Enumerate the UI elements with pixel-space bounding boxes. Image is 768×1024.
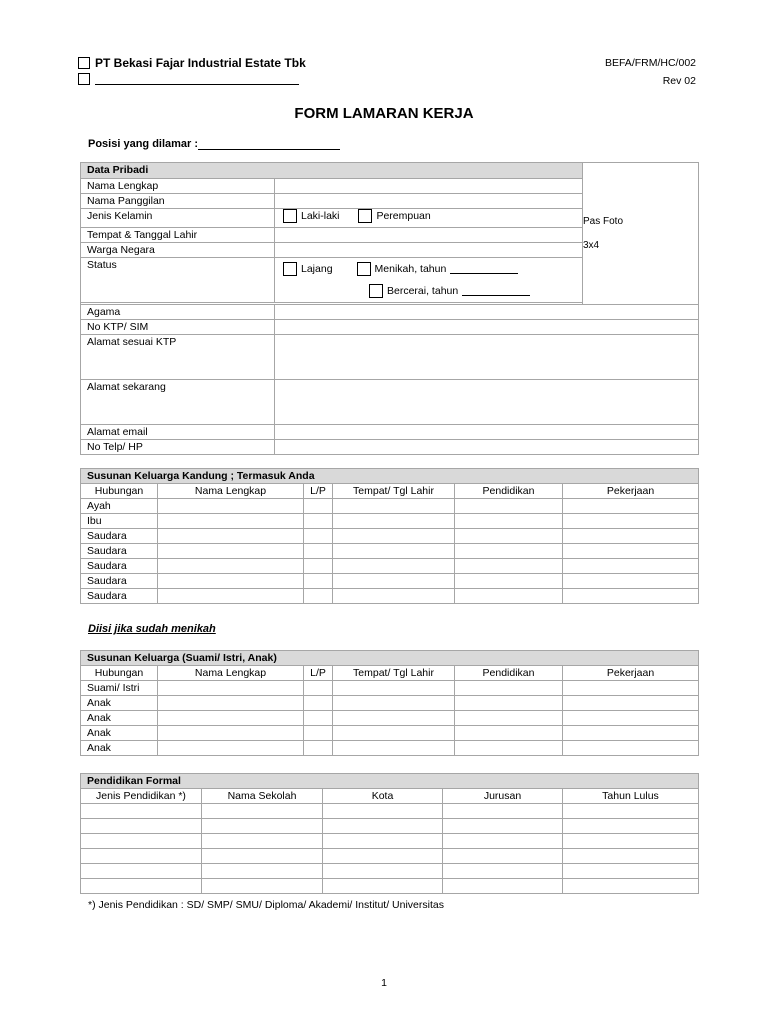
data-pribadi-header: Data Pribadi (81, 163, 583, 179)
table-cell-input[interactable] (333, 559, 455, 574)
col-nama-lengkap: Nama Lengkap (158, 666, 304, 681)
label-no-ktp: No KTP/ SIM (81, 320, 275, 335)
input-alamat-email[interactable] (275, 425, 699, 440)
row-label: Ibu (81, 514, 158, 529)
table-cell-input[interactable] (158, 726, 304, 741)
label-nama-lengkap: Nama Lengkap (81, 179, 275, 194)
table-cell-input[interactable] (333, 741, 455, 756)
status-menikah-option[interactable] (357, 258, 519, 280)
table-row (81, 726, 699, 741)
table-cell-input[interactable] (304, 574, 333, 589)
table-cell-input[interactable] (81, 849, 202, 864)
table-cell-input[interactable] (455, 711, 563, 726)
photo-box[interactable] (583, 163, 699, 305)
table-cell-input[interactable] (158, 711, 304, 726)
col-nama-sekolah: Nama Sekolah (202, 789, 323, 804)
table-cell-input[interactable] (333, 529, 455, 544)
table-row (81, 529, 699, 544)
table-cell-input[interactable] (455, 589, 563, 604)
table-cell-input[interactable] (304, 696, 333, 711)
table-cell-input[interactable] (323, 879, 443, 894)
table-cell-input[interactable] (333, 574, 455, 589)
table-cell-input[interactable] (333, 696, 455, 711)
company-line (78, 56, 306, 70)
table-cell-input[interactable] (563, 544, 699, 559)
row-label: Anak (81, 741, 158, 756)
table-cell-input[interactable] (455, 741, 563, 756)
table-cell-input[interactable] (443, 804, 563, 819)
table-cell-input[interactable] (563, 879, 699, 894)
table-row (81, 711, 699, 726)
table-cell-input[interactable] (563, 559, 699, 574)
table-cell-input[interactable] (563, 741, 699, 756)
second-company-blank[interactable] (95, 73, 299, 85)
table-cell-input[interactable] (304, 681, 333, 696)
label-alamat-ktp: Alamat sesuai KTP (81, 335, 275, 380)
keluarga-suami-istri-table (80, 650, 699, 756)
table-cell-input[interactable] (563, 711, 699, 726)
col-hubungan: Hubungan (81, 484, 158, 499)
table-cell-input[interactable] (563, 819, 699, 834)
bercerai-year-input[interactable] (462, 286, 530, 296)
table-cell-input[interactable] (304, 726, 333, 741)
table-cell-input[interactable] (158, 741, 304, 756)
label-laki-laki: Laki-laki (301, 210, 340, 222)
table-cell-input[interactable] (304, 499, 333, 514)
row-label: Saudara (81, 559, 158, 574)
table-cell-input[interactable] (304, 589, 333, 604)
table-cell-input[interactable] (563, 529, 699, 544)
doc-code: BEFA/FRM/HC/002 (604, 57, 696, 69)
company-checkbox[interactable] (78, 57, 90, 69)
table-cell-input[interactable] (202, 834, 323, 849)
table-row (81, 879, 699, 894)
table-cell-input[interactable] (563, 681, 699, 696)
table-cell-input[interactable] (563, 574, 699, 589)
checkbox-bercerai[interactable] (369, 284, 383, 298)
table-cell-input[interactable] (333, 589, 455, 604)
label-bercerai: Bercerai, tahun (387, 285, 459, 297)
col-pendidikan: Pendidikan (455, 484, 563, 499)
table-cell-input[interactable] (443, 879, 563, 894)
table-cell-input[interactable] (158, 681, 304, 696)
table-cell-input[interactable] (455, 559, 563, 574)
label-tempat-tanggal-lahir: Tempat & Tanggal Lahir (81, 228, 275, 243)
posisi-input[interactable] (198, 138, 340, 150)
pendidikan-formal-table (80, 773, 699, 894)
table-cell-input[interactable] (202, 879, 323, 894)
table-cell-input[interactable] (158, 544, 304, 559)
table-cell-input[interactable] (304, 741, 333, 756)
col-pendidikan: Pendidikan (455, 666, 563, 681)
keluarga-kandung-table (80, 468, 699, 604)
table-cell-input[interactable] (563, 864, 699, 879)
keluarga-kandung-header: Susunan Keluarga Kandung ; Termasuk Anda (81, 469, 699, 484)
label-warga-negara: Warga Negara (81, 243, 275, 258)
table-cell-input[interactable] (455, 499, 563, 514)
checkbox-menikah[interactable] (357, 262, 371, 276)
row-label: Anak (81, 711, 158, 726)
table-cell-input[interactable] (333, 499, 455, 514)
row-label: Anak (81, 726, 158, 741)
posisi-label: Posisi yang dilamar : (88, 138, 199, 150)
label-perempuan: Perempuan (376, 210, 431, 222)
table-cell-input[interactable] (333, 514, 455, 529)
col-jurusan: Jurusan (443, 789, 563, 804)
keluarga-kandung-columns (81, 484, 699, 499)
data-pribadi-table (80, 162, 699, 455)
table-cell-input[interactable] (443, 849, 563, 864)
table-cell-input[interactable] (158, 529, 304, 544)
col-lp: L/P (304, 484, 333, 499)
table-row (81, 514, 699, 529)
input-agama[interactable] (275, 305, 699, 320)
table-cell-input[interactable] (323, 819, 443, 834)
table-cell-input[interactable] (455, 514, 563, 529)
row-label: Saudara (81, 574, 158, 589)
col-pekerjaan: Pekerjaan (563, 484, 699, 499)
table-row (81, 804, 699, 819)
table-row (81, 499, 699, 514)
col-tempat-tgl-lahir: Tempat/ Tgl Lahir (333, 484, 455, 499)
footnote: *) Jenis Pendidikan : SD/ SMP/ SMU/ Diploma/ Akademi/ Institut/ Universitas (88, 899, 444, 911)
table-cell-input[interactable] (563, 726, 699, 741)
col-hubungan: Hubungan (81, 666, 158, 681)
form-title: FORM LAMARAN KERJA (294, 105, 474, 122)
label-alamat-sekarang: Alamat sekarang (81, 380, 275, 425)
gender-options (275, 209, 583, 228)
photo-size: 3x4 (583, 239, 600, 251)
table-cell-input[interactable] (304, 544, 333, 559)
table-row (81, 849, 699, 864)
table-cell-input[interactable] (563, 834, 699, 849)
row-label: Saudara (81, 544, 158, 559)
col-tempat-tgl-lahir: Tempat/ Tgl Lahir (333, 666, 455, 681)
table-row (81, 559, 699, 574)
table-cell-input[interactable] (455, 696, 563, 711)
table-cell-input[interactable] (455, 726, 563, 741)
table-cell-input[interactable] (81, 804, 202, 819)
row-label: Anak (81, 696, 158, 711)
col-lp: L/P (304, 666, 333, 681)
row-label: Ayah (81, 499, 158, 514)
table-cell-input[interactable] (563, 696, 699, 711)
row-label: Suami/ Istri (81, 681, 158, 696)
label-no-telp: No Telp/ HP (81, 440, 275, 455)
table-cell-input[interactable] (333, 681, 455, 696)
table-cell-input[interactable] (563, 514, 699, 529)
menikah-year-input[interactable] (450, 264, 518, 274)
revision: Rev 02 (662, 75, 696, 87)
table-cell-input[interactable] (333, 711, 455, 726)
label-jenis-kelamin: Jenis Kelamin (81, 209, 275, 228)
table-row (81, 834, 699, 849)
table-cell-input[interactable] (158, 574, 304, 589)
posisi-row (88, 138, 340, 150)
table-cell-input[interactable] (202, 864, 323, 879)
table-cell-input[interactable] (323, 849, 443, 864)
input-nama-lengkap[interactable] (275, 179, 583, 194)
input-alamat-sekarang[interactable] (275, 380, 699, 425)
table-cell-input[interactable] (81, 834, 202, 849)
page-number: 1 (381, 977, 387, 989)
table-cell-input[interactable] (323, 864, 443, 879)
table-cell-input[interactable] (443, 834, 563, 849)
table-cell-input[interactable] (202, 849, 323, 864)
table-cell-input[interactable] (455, 544, 563, 559)
label-nama-panggilan: Nama Panggilan (81, 194, 275, 209)
table-cell-input[interactable] (158, 559, 304, 574)
label-agama: Agama (81, 305, 275, 320)
table-cell-input[interactable] (158, 589, 304, 604)
status-options (275, 258, 583, 303)
input-tempat-tanggal-lahir[interactable] (275, 228, 583, 243)
table-cell-input[interactable] (563, 589, 699, 604)
table-cell-input[interactable] (563, 804, 699, 819)
label-status: Status (81, 258, 275, 303)
status-lajang-option[interactable] (283, 258, 333, 280)
photo-label: Pas Foto (583, 215, 624, 227)
input-no-telp[interactable] (275, 440, 699, 455)
row-label: Saudara (81, 529, 158, 544)
table-cell-input[interactable] (304, 529, 333, 544)
table-cell-input[interactable] (333, 544, 455, 559)
table-cell-input[interactable] (443, 864, 563, 879)
col-pekerjaan: Pekerjaan (563, 666, 699, 681)
gender-female-option[interactable] (358, 209, 430, 223)
table-cell-input[interactable] (304, 711, 333, 726)
status-bercerai-option[interactable] (369, 280, 530, 302)
label-menikah: Menikah, tahun (374, 263, 447, 275)
input-warga-negara[interactable] (275, 243, 583, 258)
col-jenis-pendidikan: Jenis Pendidikan *) (81, 789, 202, 804)
pendidikan-formal-columns (81, 789, 699, 804)
checkbox-lajang[interactable] (283, 262, 297, 276)
table-row (81, 819, 699, 834)
table-row (81, 681, 699, 696)
second-checkbox[interactable] (78, 73, 90, 85)
table-cell-input[interactable] (81, 879, 202, 894)
row-label: Saudara (81, 589, 158, 604)
keluarga-suami-istri-header: Susunan Keluarga (Suami/ Istri, Anak) (81, 651, 699, 666)
table-cell-input[interactable] (563, 499, 699, 514)
table-row (81, 589, 699, 604)
checkbox-perempuan[interactable] (358, 209, 372, 223)
table-row (81, 574, 699, 589)
table-cell-input[interactable] (333, 726, 455, 741)
input-nama-panggilan[interactable] (275, 194, 583, 209)
input-alamat-ktp[interactable] (275, 335, 699, 380)
table-cell-input[interactable] (323, 804, 443, 819)
table-cell-input[interactable] (304, 559, 333, 574)
table-cell-input[interactable] (455, 529, 563, 544)
table-cell-input[interactable] (81, 864, 202, 879)
table-row (81, 696, 699, 711)
table-cell-input[interactable] (323, 834, 443, 849)
married-note: Diisi jika sudah menikah (88, 623, 216, 635)
label-alamat-email: Alamat email (81, 425, 275, 440)
second-company-line (78, 73, 299, 85)
keluarga-suami-istri-columns (81, 666, 699, 681)
company-name: PT Bekasi Fajar Industrial Estate Tbk (95, 56, 306, 70)
table-cell-input[interactable] (158, 696, 304, 711)
table-cell-input[interactable] (443, 819, 563, 834)
col-kota: Kota (323, 789, 443, 804)
table-row (81, 864, 699, 879)
table-cell-input[interactable] (202, 804, 323, 819)
label-lajang: Lajang (301, 263, 333, 275)
table-cell-input[interactable] (304, 514, 333, 529)
table-cell-input[interactable] (563, 849, 699, 864)
table-cell-input[interactable] (455, 681, 563, 696)
gender-male-option[interactable] (283, 209, 340, 223)
checkbox-laki-laki[interactable] (283, 209, 297, 223)
pendidikan-formal-header: Pendidikan Formal (81, 774, 699, 789)
table-row (81, 741, 699, 756)
table-cell-input[interactable] (158, 499, 304, 514)
table-cell-input[interactable] (455, 574, 563, 589)
input-no-ktp[interactable] (275, 320, 699, 335)
col-nama-lengkap: Nama Lengkap (158, 484, 304, 499)
table-cell-input[interactable] (158, 514, 304, 529)
table-cell-input[interactable] (202, 819, 323, 834)
table-row (81, 544, 699, 559)
col-tahun-lulus: Tahun Lulus (563, 789, 699, 804)
table-cell-input[interactable] (81, 819, 202, 834)
